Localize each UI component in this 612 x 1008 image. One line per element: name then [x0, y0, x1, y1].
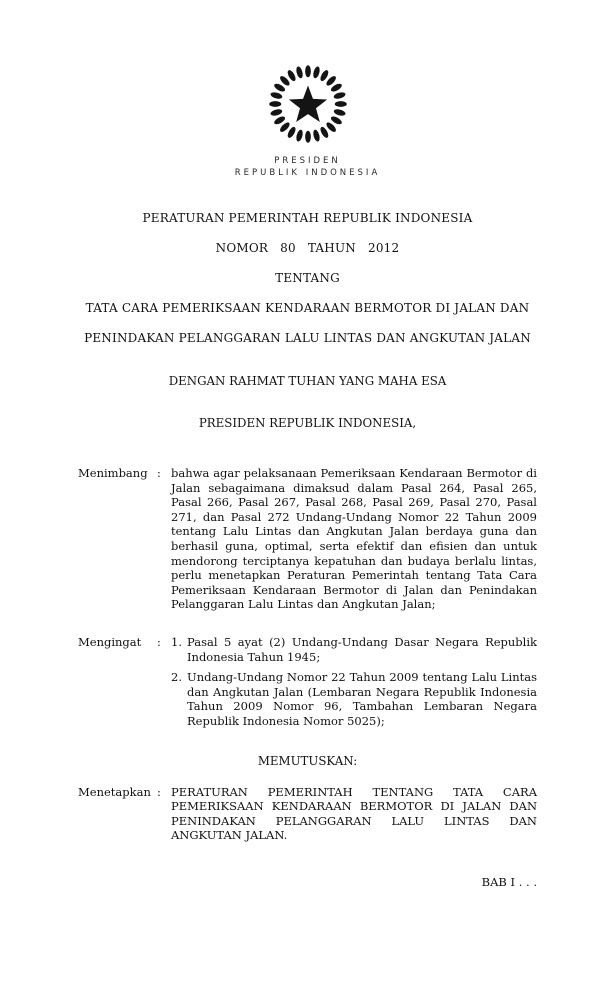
- page-continuation-marker: BAB I . . .: [481, 874, 537, 889]
- list-item-number: 2.: [171, 670, 182, 685]
- considerations-colon: :: [157, 466, 161, 480]
- tentang-label: TENTANG: [275, 271, 340, 285]
- subject-line-1: TATA CARA PEMERIKSAAN KENDARAAN BERMOTOR DI JALAN DAN: [85, 301, 530, 315]
- subject-line-2: PENINDAKAN PELANGGARAN LALU LINTAS DAN ANGKUTAN JALAN: [84, 331, 531, 345]
- considerations-clause: [78, 466, 537, 612]
- authority-line: PRESIDEN REPUBLIK INDONESIA,: [198, 416, 417, 430]
- legal-basis-label: Mengingat: [78, 634, 142, 649]
- regulation-number: NOMOR 80 TAHUN 2012: [215, 241, 400, 255]
- considerations-label: Menimbang: [78, 466, 148, 480]
- list-item: [171, 635, 537, 664]
- document-title-block: [78, 211, 537, 345]
- regulation-title: PERATURAN PEMERINTAH REPUBLIK INDONESIA: [142, 211, 473, 225]
- legal-basis-colon: :: [157, 634, 161, 649]
- letterhead-presiden: PRESIDEN: [274, 156, 341, 166]
- star-wreath-icon: [265, 62, 351, 146]
- legal-basis-items: [171, 635, 537, 735]
- letterhead: [78, 155, 537, 179]
- letterhead-republik-indonesia: REPUBLIK INDONESIA: [234, 168, 381, 178]
- presidential-emblem: [265, 62, 351, 150]
- enactment-colon: :: [157, 784, 161, 799]
- considerations-text: bahwa agar pelaksanaan Pemeriksaan Kendaraan Bermotor di Jalan sebagaimana dimaksud dalam Pasal 264, Pasal 265, Pasal 266, Pasal 267, Pasal 268, Pasal 269, Pasal 270, Pasal 271, dan Pasal 272 Undang-Undang Nomor 22 Tahun 2009 tentang Lalu Lintas dan Angkutan Jalan berdaya guna dan berhasil guna, optimal, serta efektif dan efisien dan untuk mendorong terciptanya kepatuhan dan budaya berlalu lintas, perlu menetapkan Peraturan Pemerintah tentang Tata Cara Pemeriksaan Kendaraan Bermotor di Jalan dan Penindakan Pelanggaran Lalu Lintas dan Angkutan Jalan;: [171, 466, 537, 612]
- legal-basis-clause: [78, 635, 537, 735]
- enactment-clause: [78, 785, 537, 843]
- decision-heading: MEMUTUSKAN:: [257, 753, 358, 768]
- enactment-label: Menetapkan: [78, 784, 151, 799]
- invocation-line: DENGAN RAHMAT TUHAN YANG MAHA ESA: [168, 374, 447, 388]
- enactment-text: PERATURAN PEMERINTAH TENTANG TATA CARA PEMERIKSAAN KENDARAAN BERMOTOR DI JALAN DAN PENINDAKAN PELANGGARAN LALU LINTAS DAN ANGKUTAN JALAN.: [171, 784, 537, 843]
- list-item-number: 1.: [171, 634, 182, 649]
- list-item: [171, 670, 537, 728]
- list-item-text: Undang-Undang Nomor 22 Tahun 2009 tentang Lalu Lintas dan Angkutan Jalan (Lembaran Negara Republik Indonesia Tahun 2009 Nomor 96, Tambahan Lembaran Negara Republik Indonesia Nomor 5025);: [187, 670, 537, 728]
- list-item-text: Pasal 5 ayat (2) Undang-Undang Dasar Negara Republik Indonesia Tahun 1945;: [187, 634, 537, 664]
